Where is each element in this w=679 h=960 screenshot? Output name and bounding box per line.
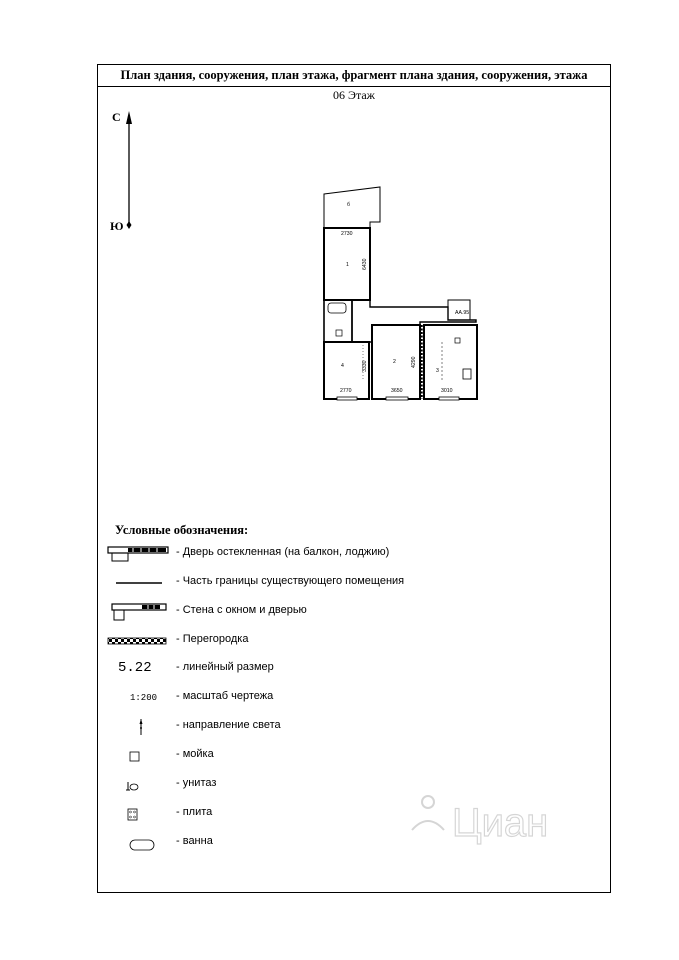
- compass-south-label: Ю: [110, 219, 124, 233]
- cian-watermark-logo: [400, 790, 600, 850]
- legend-item-label: - Часть границы существующего помещения: [176, 575, 405, 587]
- compass-north-label: С: [112, 110, 121, 124]
- legend-title: Условные обозначения:: [115, 523, 249, 537]
- legend-item: [100, 630, 500, 652]
- dim-label: 4290: [411, 356, 417, 368]
- level-mark: АА.95: [455, 310, 470, 316]
- legend-item-label: - масштаб чертежа: [176, 690, 274, 702]
- scale-icon: 1:200: [130, 693, 158, 703]
- bathtub-mark: [328, 303, 346, 313]
- boundary-line-icon: [100, 572, 170, 594]
- room-label: 2: [393, 359, 396, 365]
- room-label: б: [347, 202, 350, 208]
- dim-label: 3650: [391, 388, 403, 394]
- room-label: 3: [436, 368, 439, 374]
- document-title: План здания, сооружения, план этажа, фрагмент плана здания, сооружения, этажа: [98, 65, 610, 87]
- legend-item: [100, 572, 500, 594]
- sink-icon: [100, 745, 170, 767]
- legend-item-label: - Стена с окном и дверью: [176, 604, 307, 616]
- light-direction-icon: [100, 716, 170, 738]
- legend-item: [100, 601, 500, 623]
- stove-icon: [100, 803, 170, 825]
- dim-label: 2730: [341, 231, 353, 237]
- room-label: 4: [341, 363, 344, 369]
- toilet-icon: [100, 774, 170, 796]
- legend-item-label: - направление света: [176, 719, 281, 731]
- legend-item: [100, 745, 500, 767]
- corridor: [352, 300, 476, 342]
- glazed-door-icon: [100, 543, 170, 565]
- legend-item-label: - линейный размер: [176, 661, 274, 673]
- legend-item-label: - Дверь остекленная (на балкон, лоджию): [176, 546, 390, 558]
- partition-icon: [100, 630, 170, 652]
- wall-window-door-icon: [100, 601, 170, 623]
- legend-item-label: - Перегородка: [176, 633, 249, 645]
- legend-item: [100, 658, 500, 680]
- legend-item-label: - ванна: [176, 835, 213, 847]
- legend-item: [100, 716, 500, 738]
- dim-label: 3330: [362, 360, 368, 372]
- toilet-mark: [336, 330, 342, 336]
- legend-item-label: - унитаз: [176, 777, 217, 789]
- dim-label: 3010: [441, 388, 453, 394]
- bathtub-icon: [100, 832, 170, 854]
- floor-label: 06 Этаж: [333, 88, 375, 102]
- room-label: 1: [346, 262, 349, 268]
- legend-item: [100, 687, 500, 709]
- dim-label: 6430: [362, 258, 368, 270]
- legend-item-label: - мойка: [176, 748, 214, 760]
- linear-dimension-icon: 5.22: [118, 660, 152, 676]
- legend-item: [100, 543, 500, 565]
- dim-label: 2770: [340, 388, 352, 394]
- balcony-outline: [324, 187, 380, 228]
- svg-text:Циан: Циан: [452, 801, 549, 845]
- legend-item-label: - плита: [176, 806, 213, 818]
